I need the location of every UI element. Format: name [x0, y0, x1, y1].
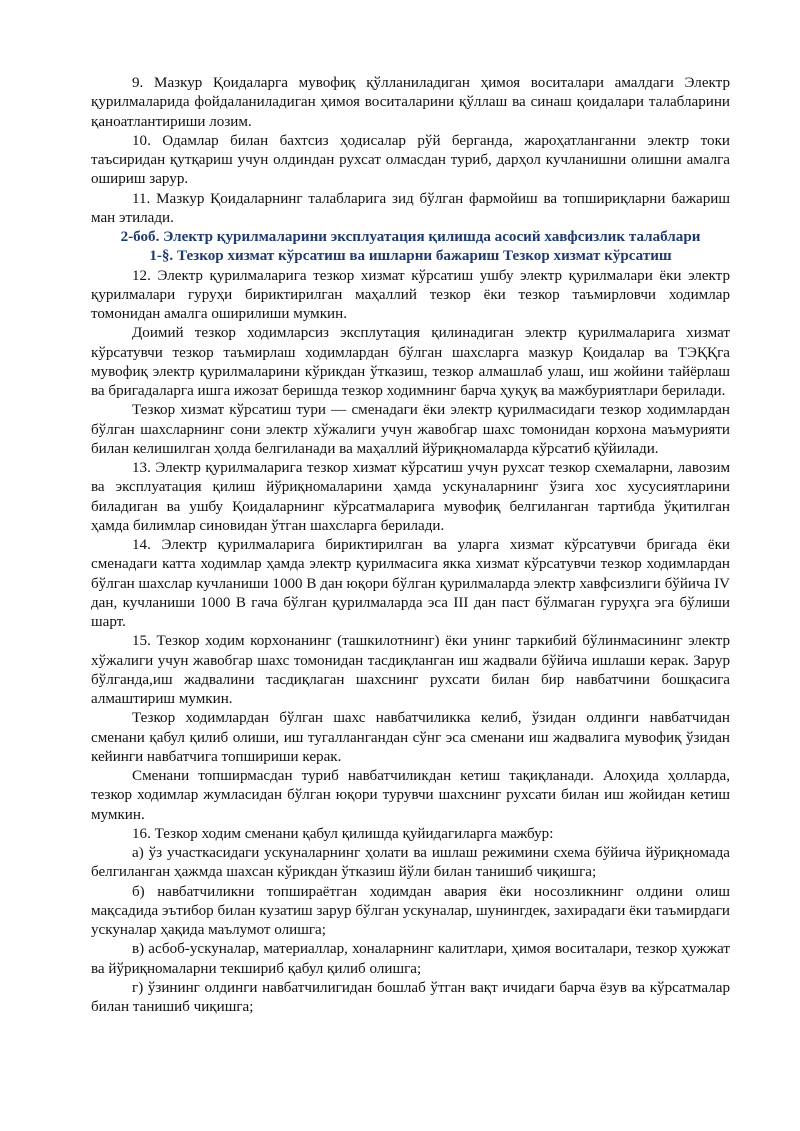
- list-item-b: б) навбатчиликни топшираётган ходимдан авария ёки носозликнинг олдини олиш мақсадида эътибор билан кузатиш зарур бўлган ускуналар, шунингдек, захирадаги ёки таъмирдаги ускуналар ҳақида маълумот олишга;: [91, 883, 730, 938]
- paragraph-14: 14. Электр қурилмаларига бириктирилган ва уларга хизмат кўрсатувчи бригада ёки сменадаги катта ходимлар ҳамда электр қурилмасига якка хизмат кўрсатувчи тезкор ходимлардан бўлган шахслар кучланиши 1000 В дан юқори бўлган қурилмаларда электр хавфсизлиги бўйича IV дан, кучланиши 1000 В гача бўлган қурилмаларда эса III дан паст бўлмаган гуруҳга эга бўлиши шарт.: [91, 537, 730, 630]
- list-item-v: в) асбоб-ускуналар, материаллар, хоналарнинг калитлари, ҳимоя воситалари, тезкор ҳужжат ва йўриқномаларни текшириб қабул қилиб олишга;: [91, 941, 730, 977]
- paragraph-11: 11. Мазкур Қоидаларнинг талабларига зид бўлган фармойиш ва топшириқларни бажариш ман этилади.: [91, 190, 730, 226]
- paragraph-13: 13. Электр қурилмаларига тезкор хизмат кўрсатиш учун рухсат тезкор схемаларни, лавозим ва эксплуатация қилиш йўриқномаларини ҳамда ускуналарнинг ўзига хос хусусиятларини биладиган ва ушбу Қоидаларнинг кўрсатмаларига мувофиқ белгиланган тартибда ўқитилган ҳамда билимлар синовидан ўтган шахсларга берилади.: [91, 460, 730, 534]
- paragraph-9: 9. Мазкур Қоидаларга мувофиқ қўлланиладиган ҳимоя воситалари амалдаги Электр қурилмаларида фойдаланиладиган ҳимоя воситаларини қўллаш ва синаш қоидалари талабларини қаноатлантириши лозим.: [91, 75, 730, 130]
- paragraph-12-service-type: Тезкор хизмат кўрсатиш тури — сменадаги ёки электр қурилмасидаги тезкор ходимлардан бўлган шахсларнинг сони электр хўжалиги учун жавобгар шахс томонидан корхона маъмурияти билан келишилган ҳолда белгиланади ва маҳаллий йўриқномаларда кўрсатиб қўйилади.: [91, 402, 730, 457]
- paragraph-12: 12. Электр қурилмаларига тезкор хизмат кўрсатиш ушбу электр қурилмалари ёки электр қурилмалари гуруҳи бириктирилган маҳаллий тезкор ёки тезкор таъмирловчи ходимлар томонидан амалга оширилиши мумкин.: [91, 267, 730, 322]
- section-heading: 1-§. Тезкор хизмат кўрсатиш ва ишларни бажариш Тезкор хизмат кўрсатиш: [149, 248, 672, 265]
- paragraph-16: 16. Тезкор ходим сменани қабул қилишда қуйидагиларга мажбур:: [132, 825, 554, 842]
- paragraph-15-shift-handover: Тезкор ходимлардан бўлган шахс навбатчиликка келиб, ўзидан олдинги навбатчидан сменани қабул қилиб олиши, иш тугаллангандан сўнг эса сменани иш жадвалига мувофиқ ўзидан кейинги навбатчига топшириши керак.: [91, 710, 730, 765]
- paragraph-15: 15. Тезкор ходим корхонанинг (ташкилотнинг) ёки унинг таркибий бўлинмасининг электр хўжалиги учун жавобгар шахс томонидан тасдиқланган иш жадвали бўйича ишлаши керак. Зарур бўлганда,иш жадвалини тасдиқлаган шахснинг рухсати билан бир навбатчини бошқасига алмаштириш мумкин.: [91, 633, 730, 707]
- paragraph-10: 10. Одамлар билан бахтсиз ҳодисалар рўй берганда, жароҳатланганни электр токи таъсиридан қутқариш учун олдиндан рухсат олмасдан туриб, дарҳол кучланишни олишни амалга ошириш зарур.: [91, 132, 730, 188]
- paragraph-15-leaving-duty: Сменани топширмасдан туриб навбатчиликдан кетиш тақиқланади. Алоҳида ҳолларда, тезкор ходимлар жумласидан бўлган юқори турувчи шахснинг рухсати билан иш жойидан кетиш мумкин.: [91, 768, 730, 823]
- paragraph-12-permanent-staff: Доимий тезкор ходимларсиз эксплутация қилинадиган электр қурилмаларига хизмат кўрсатувчи тезкор таъмирлаш ходимлардан бўлган шахсларга мазкур Қоидалар ва ТЭҚҚга мувофиқ электр қурилмаларини кўрикдан ўтказиш, тезкор алмашлаб улаш, иш жойини тайёрлаш ва бригадаларга ишга ижозат беришда тезкор ходимнинг барча ҳуқуқ ва мажбуриятлари берилади.: [91, 325, 730, 399]
- list-item-a: а) ўз участкасидаги ускуналарнинг ҳолати ва ишлаш режимини схема бўйича йўриқномада белгиланган ҳажмда шахсан кўрикдан ўтказиш йўли билан танишиб чиқишга;: [91, 845, 730, 881]
- list-item-g: г) ўзининг олдинги навбатчилигидан бошлаб ўтган вақт ичидаги барча ёзув ва кўрсатмалар билан танишиб чиқишга;: [91, 979, 730, 1015]
- chapter-heading: 2-боб. Электр қурилмаларини эксплуатация қилишда асосий хавфсизлик талаблари: [120, 229, 701, 245]
